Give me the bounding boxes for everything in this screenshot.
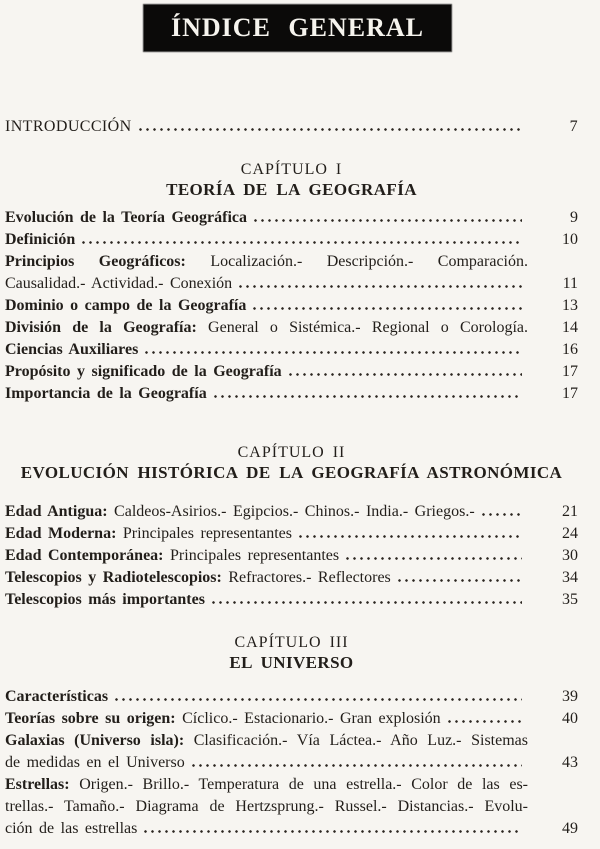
entry-text (5, 774, 544, 796)
entry-text (5, 752, 185, 774)
toc-entry (5, 251, 578, 273)
toc-entry (5, 501, 578, 523)
entry-desc: Refractores.- Reflectores (221, 569, 391, 586)
entry-title: Principios Geográficos: (5, 253, 186, 270)
entry-title: Edad Contemporánea: (5, 547, 164, 564)
chapter-label: CAPÍTULO II (237, 444, 346, 461)
page-number: 39 (562, 688, 578, 705)
page-number: 24 (562, 525, 578, 542)
dot-leader (396, 569, 522, 582)
dot-leader (251, 297, 522, 310)
page-number: 40 (562, 710, 578, 727)
entry-text (5, 273, 232, 295)
page-number: 49 (562, 820, 578, 837)
dot-leader (480, 503, 522, 516)
toc-entry (5, 207, 578, 229)
entry-desc: Caldeos-Asirios.- Egipcios.- Chinos.- India.- Griegos.- (107, 503, 475, 520)
entry-desc: Origen.- Brillo.- Temperatura de una estrella.- Color de las es- (69, 776, 528, 793)
entry-title: Galaxias (Universo isla): (5, 732, 185, 749)
chapter-2-entries (5, 501, 578, 611)
entry-title: Ciencias Auxiliares (5, 341, 139, 358)
toc-entry (5, 361, 578, 383)
page-number: 43 (562, 754, 578, 771)
toc-entry (5, 339, 578, 361)
entry-text (5, 251, 544, 273)
page-number: 14 (562, 319, 578, 336)
entry-text (5, 207, 247, 229)
entry-title: Importancia de la Geografía (5, 385, 207, 402)
entry-title: Telescopios más importantes (5, 591, 205, 608)
dot-leader (80, 231, 522, 244)
chapter-1-heading (5, 160, 578, 200)
entry-text (5, 686, 108, 708)
page-number: 11 (562, 275, 578, 292)
entry-text (5, 796, 544, 818)
chapter-title: EL UNIVERSO (229, 653, 354, 672)
entry-title: Telescopios y Radiotelescopios: (5, 569, 222, 586)
dot-leader (252, 209, 522, 222)
entry-title: División de la Geografía: (5, 319, 197, 336)
toc-entry (5, 796, 578, 818)
entry-text (5, 361, 282, 383)
entry-text (5, 317, 544, 339)
dot-leader (237, 275, 522, 288)
entry-desc: Principales representantes (163, 547, 340, 564)
page-number: 10 (562, 231, 578, 248)
chapter-2-heading (5, 443, 578, 483)
toc-entry (5, 686, 578, 708)
entry-text (5, 295, 246, 317)
page-number: 17 (562, 363, 578, 380)
entry-title: Teorías sobre su origen: (5, 710, 176, 727)
dot-leader (137, 118, 522, 131)
chapter-label: CAPÍTULO I (240, 161, 343, 178)
toc-entry (5, 383, 578, 405)
page-title-banner (144, 5, 451, 51)
dot-leader (190, 754, 522, 767)
entry-text (5, 818, 137, 840)
dot-leader (287, 363, 522, 376)
chapter-title: EVOLUCIÓN HISTÓRICA DE LA GEOGRAFÍA ASTRONÓMICA (20, 463, 563, 482)
entry-text (5, 383, 207, 405)
entry-desc: de medidas en el Universo (5, 754, 185, 771)
page-number: 17 (562, 385, 578, 402)
page-number: 9 (570, 209, 578, 226)
toc-entry-introduccion (5, 116, 578, 138)
toc-entry (5, 567, 578, 589)
toc-entry (5, 708, 578, 730)
entry-text (5, 339, 138, 361)
page-number: 16 (562, 341, 578, 358)
entry-desc: Causalidad.- Actividad.- Conexión (5, 275, 233, 292)
toc-entry (5, 589, 578, 611)
toc-entry (5, 523, 578, 545)
toc-entry (5, 273, 578, 295)
dot-leader (297, 525, 522, 538)
toc-entry (5, 752, 578, 774)
entry-desc: ción de las estrellas (5, 820, 138, 837)
toc-entry (5, 818, 578, 840)
entry-text: INTRODUCCIÓN (5, 118, 132, 135)
toc-entry (5, 730, 578, 752)
toc-entry (5, 317, 578, 339)
chapter-3-entries (5, 686, 578, 840)
entry-desc: Localización.- Descripción.- Comparación. (185, 253, 528, 270)
toc-entry (5, 295, 578, 317)
dot-leader (143, 341, 522, 354)
entry-desc: Cíclico.- Estacionario.- Gran explosión (175, 710, 441, 727)
entry-title: Edad Antigua: (5, 503, 108, 520)
entry-title: Edad Moderna: (5, 525, 117, 542)
entry-title: Dominio o campo de la Geografía (5, 297, 247, 314)
entry-title: Propósito y significado de la Geografía (5, 363, 282, 380)
page-number: 13 (562, 297, 578, 314)
page-number: 35 (562, 591, 578, 608)
dot-leader (446, 710, 522, 723)
entry-text (5, 567, 391, 589)
entry-desc: trellas.- Tamaño.- Diagrama de Hertzsprung.- Russel.- Distancias.- Evolu- (5, 798, 528, 815)
entry-title: Definición (5, 231, 76, 248)
chapter-label: CAPÍTULO III (234, 634, 349, 651)
entry-text (5, 229, 75, 251)
page-number: 34 (562, 569, 578, 586)
dot-leader (142, 820, 522, 833)
chapter-title: TEORÍA DE LA GEOGRAFÍA (166, 180, 417, 199)
dot-leader (113, 688, 522, 701)
toc-entry (5, 545, 578, 567)
dot-leader (344, 547, 522, 560)
entry-text (5, 501, 475, 523)
page-title: ÍNDICE GENERAL (171, 13, 424, 42)
entry-desc: Clasificación.- Vía Láctea.- Año Luz.- Sistemas (184, 732, 528, 749)
dot-leader (210, 591, 522, 604)
entry-desc: Principales representantes (116, 525, 293, 542)
chapter-3-heading (5, 633, 578, 673)
banner-bar (5, 5, 578, 51)
entry-title: Características (5, 688, 109, 705)
toc-entry (5, 774, 578, 796)
page-number: 30 (562, 547, 578, 564)
dot-leader (212, 385, 522, 398)
page-number: 7 (569, 118, 578, 135)
entry-text (5, 708, 441, 730)
entry-title: Evolución de la Teoría Geográfica (5, 209, 247, 226)
entry-text (5, 545, 339, 567)
entry-title: Estrellas: (5, 776, 70, 793)
chapter-1-entries (5, 207, 578, 405)
entry-text (5, 730, 544, 752)
toc-entry (5, 229, 578, 251)
page-number: 21 (562, 503, 578, 520)
entry-text (5, 523, 292, 545)
entry-desc: General o Sistémica.- Regional o Corología. (196, 319, 528, 336)
entry-text (5, 589, 205, 611)
